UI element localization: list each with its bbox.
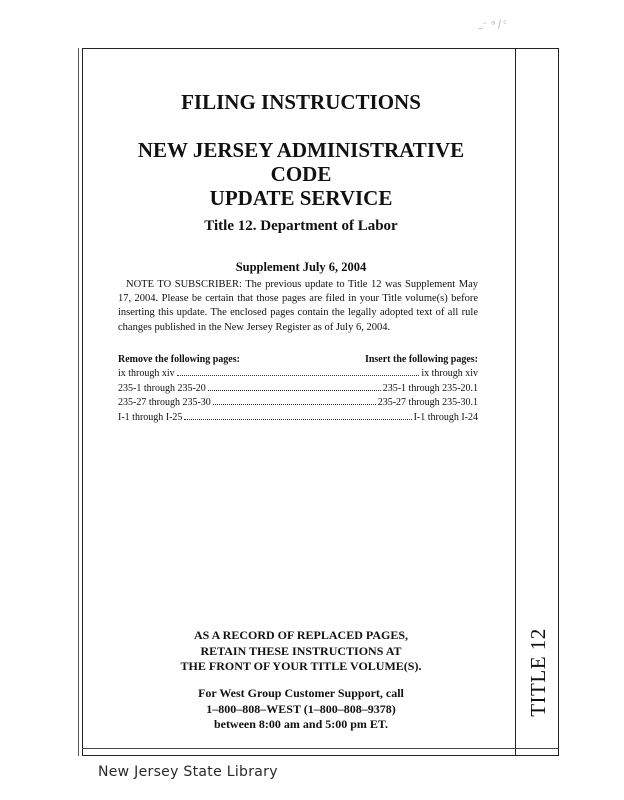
page-table-row xyxy=(118,367,478,382)
support-hours: between 8:00 am and 5:00 pm ET. xyxy=(213,717,389,731)
leader-dots xyxy=(208,382,381,391)
remove-range: ix through xiv xyxy=(118,368,175,379)
code-title xyxy=(112,138,490,210)
support-phone: 1–800–808–WEST (1–800–808–9378) xyxy=(206,701,396,716)
support-line: For West Group Customer Support, call xyxy=(198,686,404,700)
insert-range: ix through xiv xyxy=(421,368,478,379)
customer-support xyxy=(112,686,490,733)
retain-line: AS A RECORD OF REPLACED PAGES, xyxy=(193,628,409,642)
insert-range: 235-27 through 235-30.1 xyxy=(377,397,478,408)
retain-line: THE FRONT OF YOUR TITLE VOLUME(S). xyxy=(180,659,422,673)
leader-dots xyxy=(177,367,420,376)
remove-range: I-1 through I-25 xyxy=(118,411,183,423)
code-title-line: UPDATE SERVICE xyxy=(209,186,393,210)
filing-instructions-title: FILING INSTRUCTIONS xyxy=(181,90,421,114)
remove-range: 235-27 through 235-30 xyxy=(118,397,211,408)
page-table-header xyxy=(118,354,478,365)
page-table-row xyxy=(118,382,478,397)
bottom-rule xyxy=(82,748,559,749)
library-stamp: New Jersey State Library xyxy=(98,764,278,780)
remove-header: Remove the following pages: xyxy=(118,354,240,365)
code-title-line: NEW JERSEY ADMINISTRATIVE CODE xyxy=(137,138,465,186)
handwritten-stamp: ߺ⁻ ᵃ/ᶜ xyxy=(477,16,510,33)
insert-header: Insert the following pages: xyxy=(364,354,478,365)
page-table-row xyxy=(118,411,478,426)
remove-range: 235-1 through 235-20 xyxy=(118,382,206,394)
retain-notice xyxy=(112,628,490,675)
leader-dots xyxy=(184,411,411,420)
supplement-date: Supplement July 6, 2004 xyxy=(235,260,367,274)
title-tab-label xyxy=(518,622,558,722)
page-table-row xyxy=(118,396,478,411)
department-heading: Title 12. Department of Labor xyxy=(204,218,398,234)
subscriber-note: NOTE TO SUBSCRIBER: The previous update to Title 12 was Supplement May 17, 2004. Please be certain that those pages are filed in your Title volume(s) before inserting this update. The enclosed pages contain the legally adopted text of all rule changes published in the New Jersey Register as of July 6, 2004. xyxy=(118,279,478,333)
title-tab-text: TITLE 12 xyxy=(525,627,550,717)
insert-range: 235-1 through 235-20.1 xyxy=(382,382,478,394)
leader-dots xyxy=(213,396,376,405)
insert-range: I-1 through I-24 xyxy=(413,411,478,423)
retain-line: RETAIN THESE INSTRUCTIONS AT xyxy=(200,643,402,658)
page-replacement-table xyxy=(118,354,478,425)
